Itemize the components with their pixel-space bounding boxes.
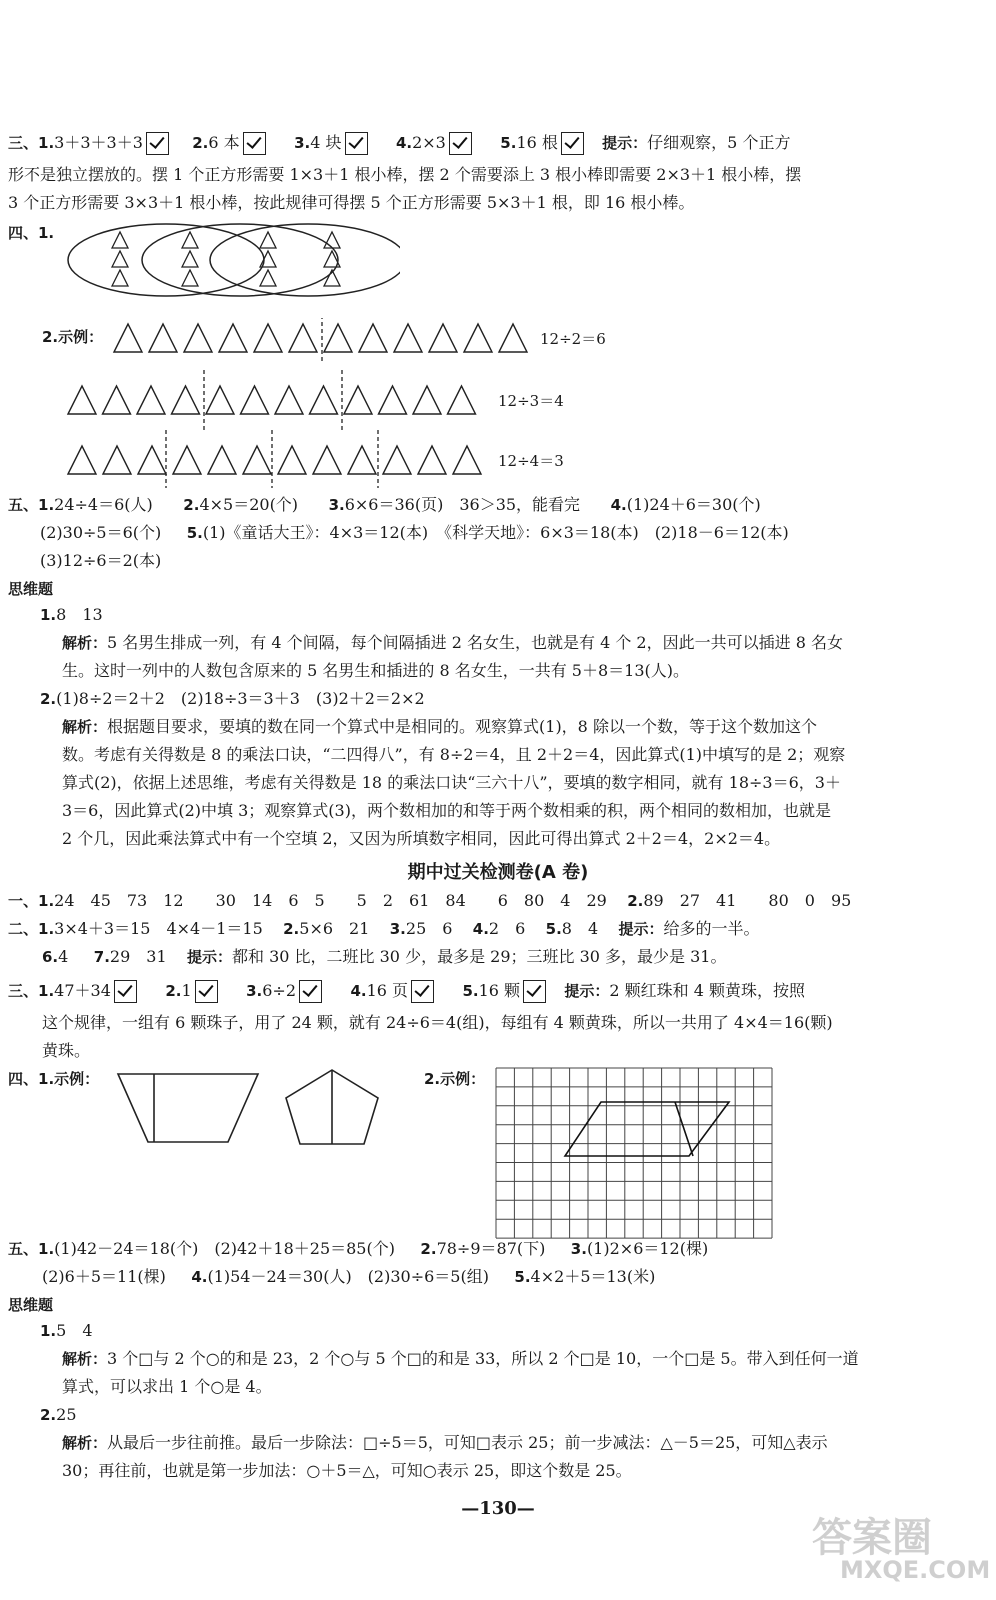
- think1-q2: 2.(1)8÷2＝2＋2 (2)18÷3＝3＋3 (3)2＋2＝2×2: [40, 689, 425, 708]
- small-triangle: [182, 232, 198, 248]
- exam-r1: 一、1.24 45 73 12 30 14 6 5 5 2 61 84 6 80 4 29 2.89 27 41 80 0 95: [8, 891, 852, 910]
- small-triangle: [112, 270, 128, 286]
- trapezoid: [118, 1074, 258, 1142]
- exam-r7: (2)6＋5＝11(棵) 4.(1)54－24＝30(人) (2)30÷6＝5(组) 5.4×2＋5＝13(米): [42, 1267, 656, 1286]
- check-icon: [523, 980, 546, 1003]
- think2-q2: 2.25: [40, 1405, 77, 1424]
- think2-q1: 1.5 4: [40, 1321, 93, 1340]
- eq-12-div-4: 12÷4＝3: [498, 452, 564, 470]
- eq-12-div-2: 12÷2＝6: [540, 330, 606, 348]
- small-triangle: [182, 270, 198, 286]
- think1-q2-d: 3＝6，因此算式(2)中填 3；观察算式(3)，两个数相加的和等于两个数相乘的积，两个相同的数相加，也就是: [62, 801, 831, 820]
- s3-line3: (3)12÷6＝2(本): [40, 551, 162, 570]
- think1-heading: 思维题: [8, 580, 54, 598]
- triangle-groups: [60, 318, 540, 488]
- triangle: [68, 386, 96, 414]
- triangle: [413, 386, 441, 414]
- triangle: [359, 324, 387, 352]
- think1-q2-c: 算式(2)，依据上述思维，考虑有关得数是 18 的乘法口诀“三六十八”，要填的数字相同，就有 18÷3＝6，3＋: [62, 773, 841, 792]
- think2-q2-b: 30；再往前，也就是第一步加法：○＋5＝△，可知○表示 25，即这个数是 25。: [62, 1461, 632, 1480]
- s1-line3: 3 个正方形需要 3×3＋1 根小棒，按此规律可得摆 5 个正方形需要 5×3＋1 根，即 16 根小棒。: [8, 193, 695, 212]
- check-icon: [345, 132, 368, 155]
- triangle: [103, 386, 131, 414]
- s3-line2: (2)30÷5＝6(个) 5.(1)《童话大王》：4×3＝12(本) 《科学天地》：6×3＝18(本) (2)18－6＝12(本): [40, 523, 789, 542]
- check-icon: [146, 132, 169, 155]
- triangle: [383, 446, 411, 474]
- triangle: [208, 446, 236, 474]
- exam-r5-left: 四、1.示例：: [8, 1070, 100, 1088]
- page-number: —130—: [461, 1498, 535, 1519]
- s2-q2-label: 2.示例：: [42, 328, 104, 346]
- check-icon: [195, 980, 218, 1003]
- parallelogram-cut: [675, 1102, 693, 1156]
- exam-r3: 6.4 7.29 31 提示：都和 30 比，二班比 30 少，最多是 29；三班比 30 多，最少是 31。: [42, 947, 727, 966]
- s3-line1: 五、1.24÷4＝6(人) 2.4×5＝20(个) 3.6×6＝36(页) 36＞35，能看完 4.(1)24＋6＝30(个): [8, 495, 761, 514]
- exam-r2: 二、1.3×4＋3＝15 4×4－1＝15 2.5×6 21 3.25 6 4.2 6 5.8 4 提示：给多的一半。: [8, 919, 760, 938]
- shape-examples: [110, 1068, 410, 1148]
- triangle: [324, 324, 352, 352]
- think1-q2-a: 解析：根据题目要求，要填的数在同一个算式中是相同的。观察算式(1)，8 除以一个数，等于这个数加这个: [62, 717, 817, 736]
- triangle: [137, 386, 165, 414]
- small-triangle: [112, 232, 128, 248]
- think1-q2-e: 2 个几，因此乘法算式中有一个空填 2，又因为所填数字相同，因此可得出算式 2＋2＝4，2×2＝4。: [62, 829, 781, 848]
- exam-r4-l3: 黄珠。: [42, 1041, 91, 1060]
- triangle: [184, 324, 212, 352]
- venn-ellipse-right: [210, 224, 400, 296]
- triangle: [499, 324, 527, 352]
- watermark-url: MXQE.COM: [840, 1556, 991, 1584]
- think2-q1-b: 算式，可以求出 1 个○是 4。: [62, 1377, 272, 1396]
- triangle: [275, 386, 303, 414]
- think2-q2-a: 解析：从最后一步往前推。最后一步除法：□÷5＝5，可知□表示 25；前一步减法：△－5＝25，可知△表示: [62, 1433, 828, 1452]
- triangle: [429, 324, 457, 352]
- small-triangle: [260, 232, 276, 248]
- triangle: [219, 324, 247, 352]
- triangle: [172, 386, 200, 414]
- parallelogram: [565, 1102, 729, 1156]
- triangle: [138, 446, 166, 474]
- triangle: [310, 386, 338, 414]
- triangle: [448, 386, 476, 414]
- triangle: [206, 386, 234, 414]
- triangle: [149, 324, 177, 352]
- check-icon: [411, 980, 434, 1003]
- triangle: [313, 446, 341, 474]
- think2-q1-a: 解析：3 个□与 2 个○的和是 23，2 个○与 5 个□的和是 33，所以 2 个□是 10，一个□是 5。带入到任何一道: [62, 1349, 859, 1368]
- think1-q1: 1.8 13: [40, 605, 103, 624]
- triangle: [103, 446, 131, 474]
- check-icon: [243, 132, 266, 155]
- exam-r4-l2: 这个规律，一组有 6 颗珠子，用了 24 颗，就有 24÷6＝4(组)，每组有 4 颗黄珠，所以一共用了 4×4＝16(颗): [42, 1013, 833, 1032]
- check-icon: [561, 132, 584, 155]
- triangle: [243, 446, 271, 474]
- triangle: [114, 324, 142, 352]
- triangle: [278, 446, 306, 474]
- grid-figure: [492, 1066, 778, 1240]
- triangle: [241, 386, 269, 414]
- venn-diagram: [60, 220, 400, 300]
- check-icon: [114, 980, 137, 1003]
- triangle: [254, 324, 282, 352]
- think1-q1-b: 生。这时一列中的人数包含原来的 5 名男生和插进的 8 名女生，一共有 5＋8＝13(人)。: [62, 661, 689, 680]
- small-triangle: [260, 270, 276, 286]
- small-triangle: [112, 251, 128, 267]
- think2-heading: 思维题: [8, 1296, 54, 1314]
- triangle: [68, 446, 96, 474]
- check-icon: [299, 980, 322, 1003]
- s1-line1: 三、1.3＋3＋3＋3 2.6 本 3.4 块 4.2×3 5.16 根 提示：仔细观察，5 个正方: [8, 132, 790, 155]
- triangle: [289, 324, 317, 352]
- triangle: [394, 324, 422, 352]
- exam-r6: 五、1.(1)42－24＝18(个) (2)42＋18＋25＝85(个) 2.78÷9＝87(下) 3.(1)2×6＝12(棵): [8, 1239, 709, 1258]
- check-icon: [449, 132, 472, 155]
- triangle: [464, 324, 492, 352]
- triangle: [453, 446, 481, 474]
- exam-r5-right-label: 2.示例：: [424, 1070, 486, 1088]
- triangle: [173, 446, 201, 474]
- think1-q2-b: 数。考虑有关得数是 8 的乘法口诀，“二四得八”，有 8÷2＝4，且 2＋2＝4，因此算式(1)中填写的是 2；观察: [62, 745, 846, 764]
- venn-ellipse-left: [68, 224, 264, 296]
- think1-q1-a: 解析：5 名男生排成一列，有 4 个间隔，每个间隔插进 2 名女生，也就是有 4 个 2，因此一共可以插进 8 名女: [62, 633, 843, 652]
- s1-line2: 形不是独立摆放的。摆 1 个正方形需要 1×3＋1 根小棒，摆 2 个需要添上 3 根小棒即需要 2×3＋1 根小棒，摆: [8, 165, 802, 184]
- eq-12-div-3: 12÷3＝4: [498, 392, 564, 410]
- exam-r4: 三、1.47＋34 2.1 3.6÷2 4.16 页 5.16 颗 提示：2 颗红珠和 4 颗黄珠，按照: [8, 980, 805, 1003]
- exam-title: 期中过关检测卷(A 卷): [407, 862, 589, 883]
- watermark-logo: 答案圈: [812, 1515, 932, 1561]
- triangle: [344, 386, 372, 414]
- triangle: [418, 446, 446, 474]
- small-triangle: [182, 251, 198, 267]
- triangle: [379, 386, 407, 414]
- small-triangle: [324, 232, 340, 248]
- s2-heading: 四、1.: [8, 224, 55, 242]
- triangle: [348, 446, 376, 474]
